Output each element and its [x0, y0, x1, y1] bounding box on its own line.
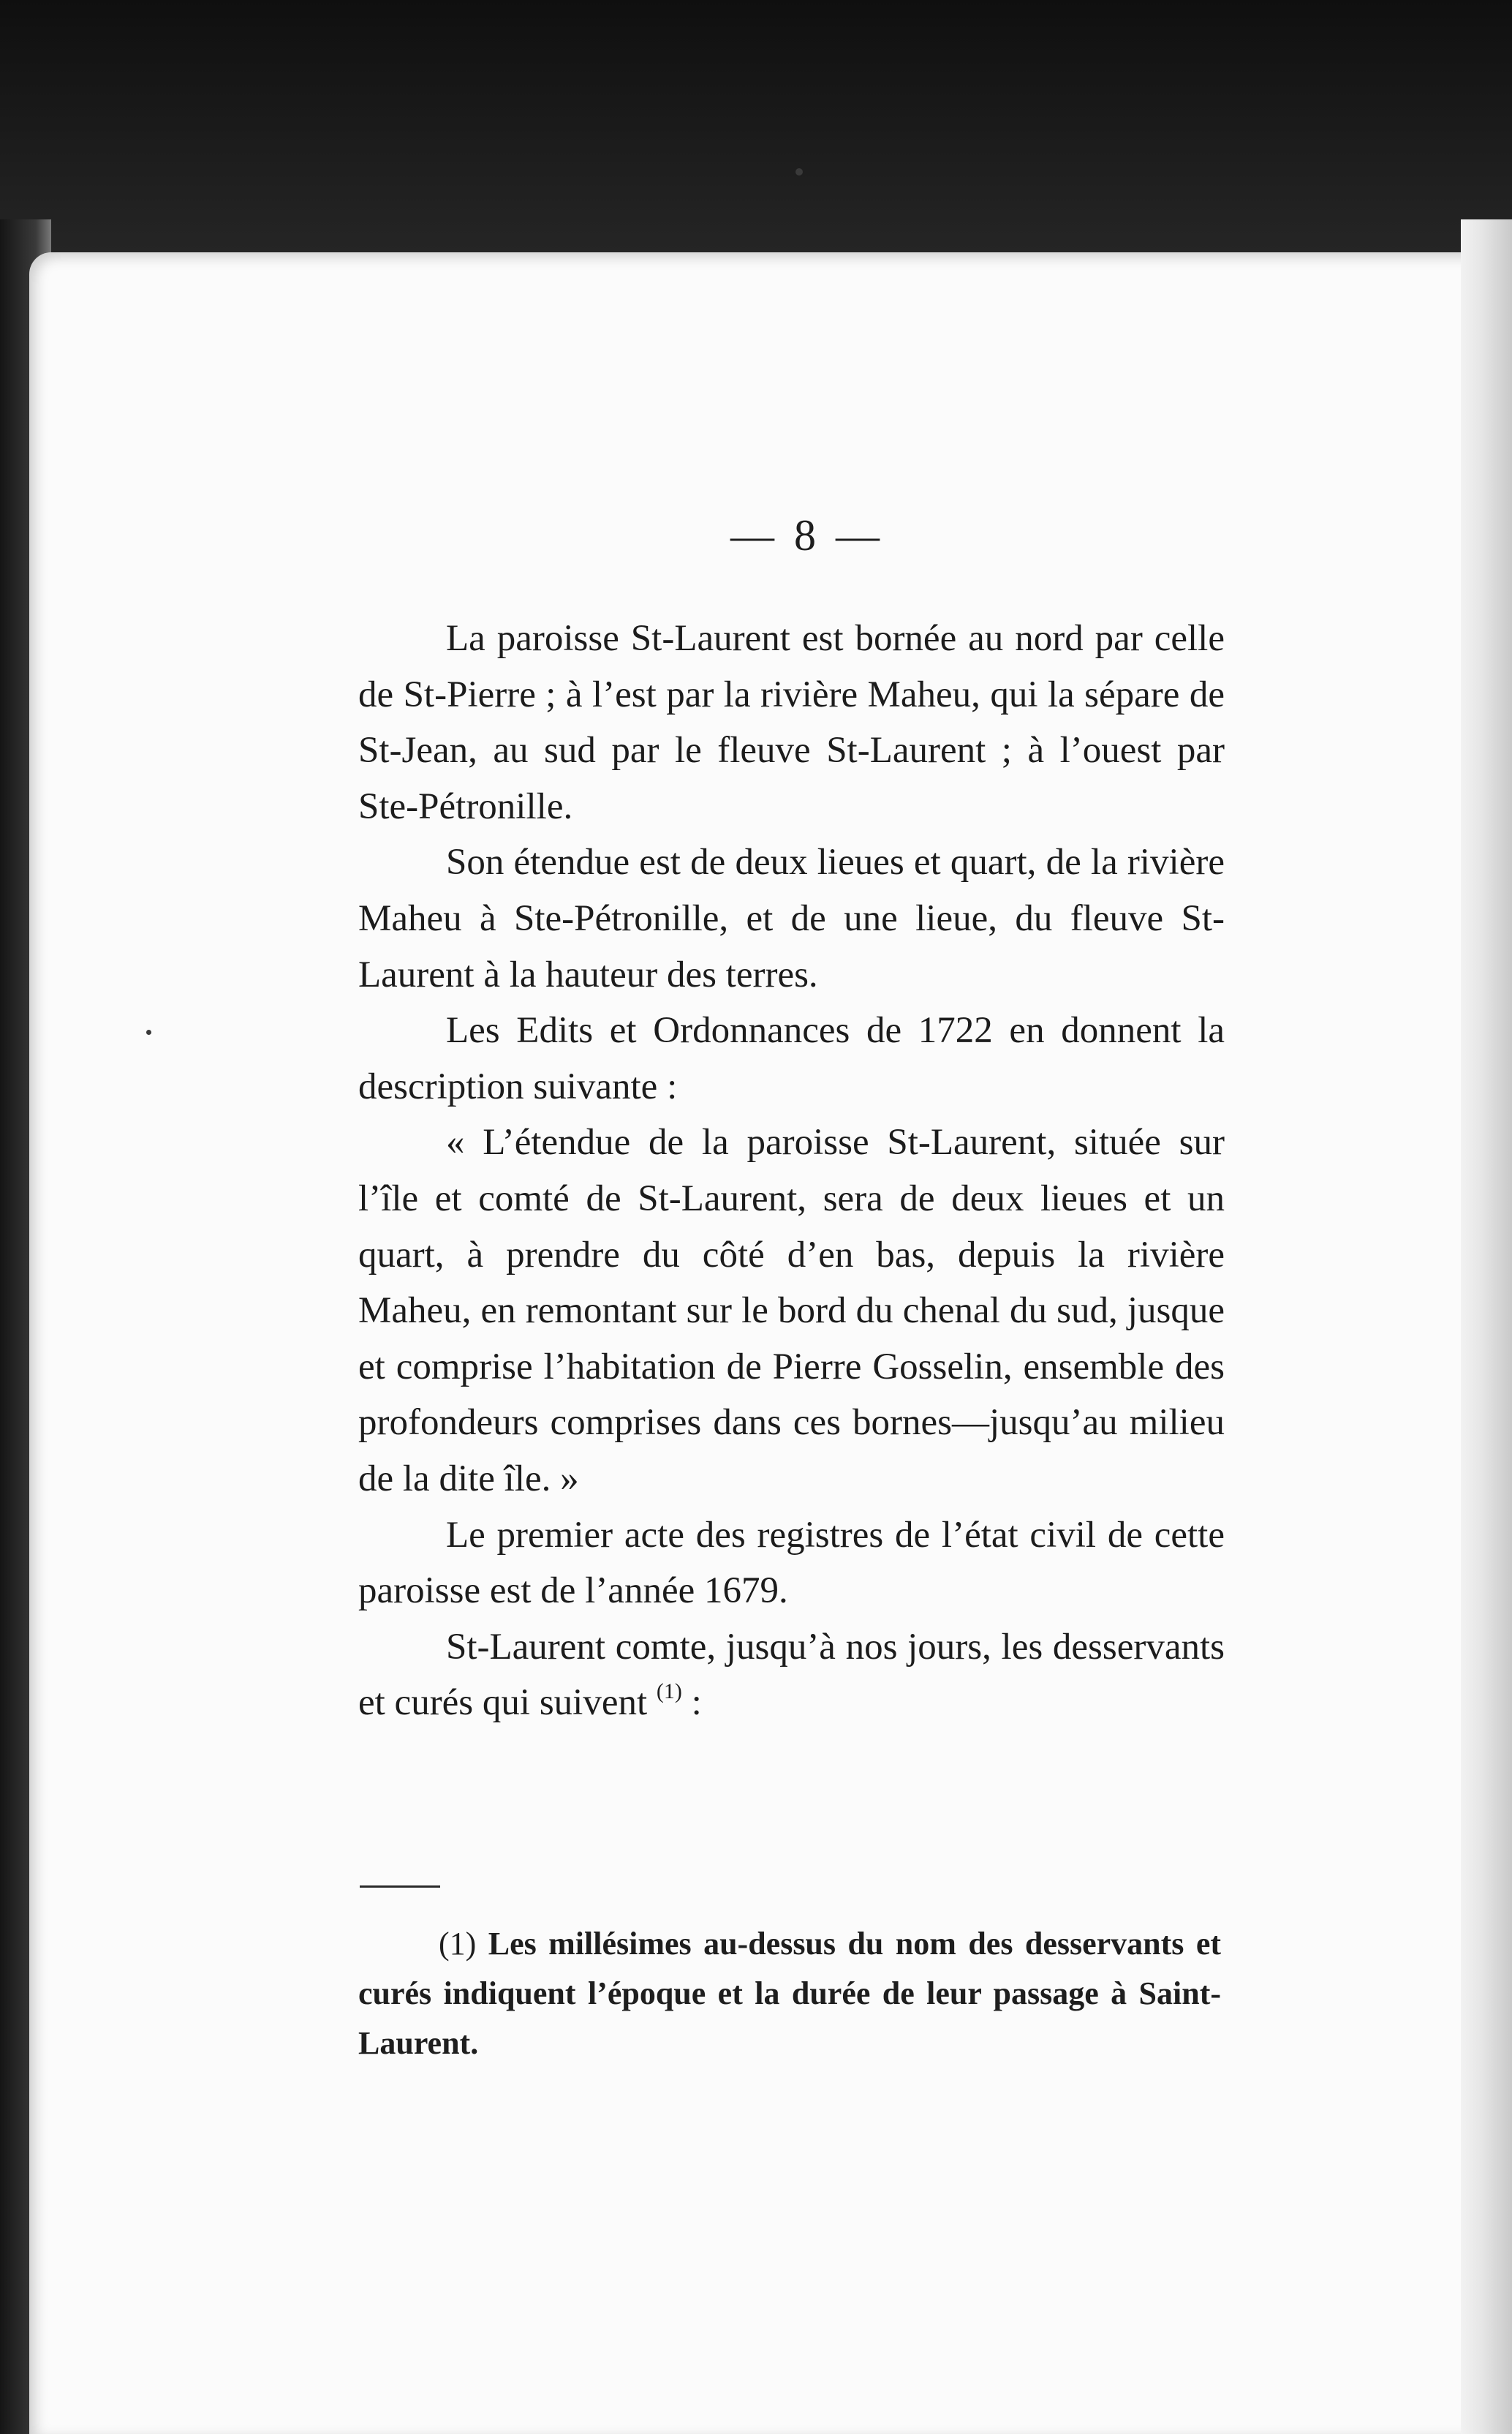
- paragraph: Les Edits et Ordonnances de 1722 en donnent la description suivante :: [358, 1010, 1225, 1107]
- paragraph: La paroisse St-Laurent est bornée au nord par celle de St-Pierre ; à l’est par la rivière Maheu, qui la sépare de St-Jean, au sud par le fleuve St-Laurent ; à l’ouest par Ste-Pétronille.: [358, 618, 1225, 827]
- page-number: — 8 —: [730, 511, 884, 559]
- footnote-number: (1): [439, 1926, 477, 1962]
- scan-speck: [146, 1030, 151, 1035]
- footnote: [358, 1919, 1221, 2068]
- paragraph: « L’étendue de la paroisse St-Laurent, située sur l’île et comté de St-Laurent, sera de deux lieues et un quart, à prendre du côté d’en bas, depuis la rivière Maheu, en remontant sur le bord du chenal du sud, jusque et comprise l’habitation de Pierre Gosselin, ensemble des profondeurs comprises dans ces bornes—jusqu’au milieu de la dite île. »: [358, 1122, 1225, 1499]
- paragraph-ending: :: [681, 1682, 702, 1724]
- body-text: [358, 611, 1225, 1731]
- footnote-reference: (1): [656, 1679, 682, 1704]
- scan-speck: [795, 168, 803, 176]
- footnote-text: Les millésimes au-dessus du nom des desservants et curés indiquent l’époque et la durée de leur passage à Saint-Laurent.: [358, 1926, 1222, 2061]
- paragraph: Son étendue est de deux lieues et quart, de la rivière Maheu à Ste-Pétronille, et de une lieue, du fleuve St-Laurent à la hauteur des terres.: [358, 842, 1225, 995]
- paragraph-last: [358, 1619, 1225, 1731]
- paragraph-text: St-Laurent comte, jusqu’à nos jours, les desservants et curés qui suivent: [358, 1626, 1225, 1724]
- footnote-rule: [360, 1885, 440, 1888]
- scan-top-background: [0, 0, 1512, 263]
- paragraph: Le premier acte des registres de l’état civil de cette paroisse est de l’année 1679.: [358, 1514, 1225, 1612]
